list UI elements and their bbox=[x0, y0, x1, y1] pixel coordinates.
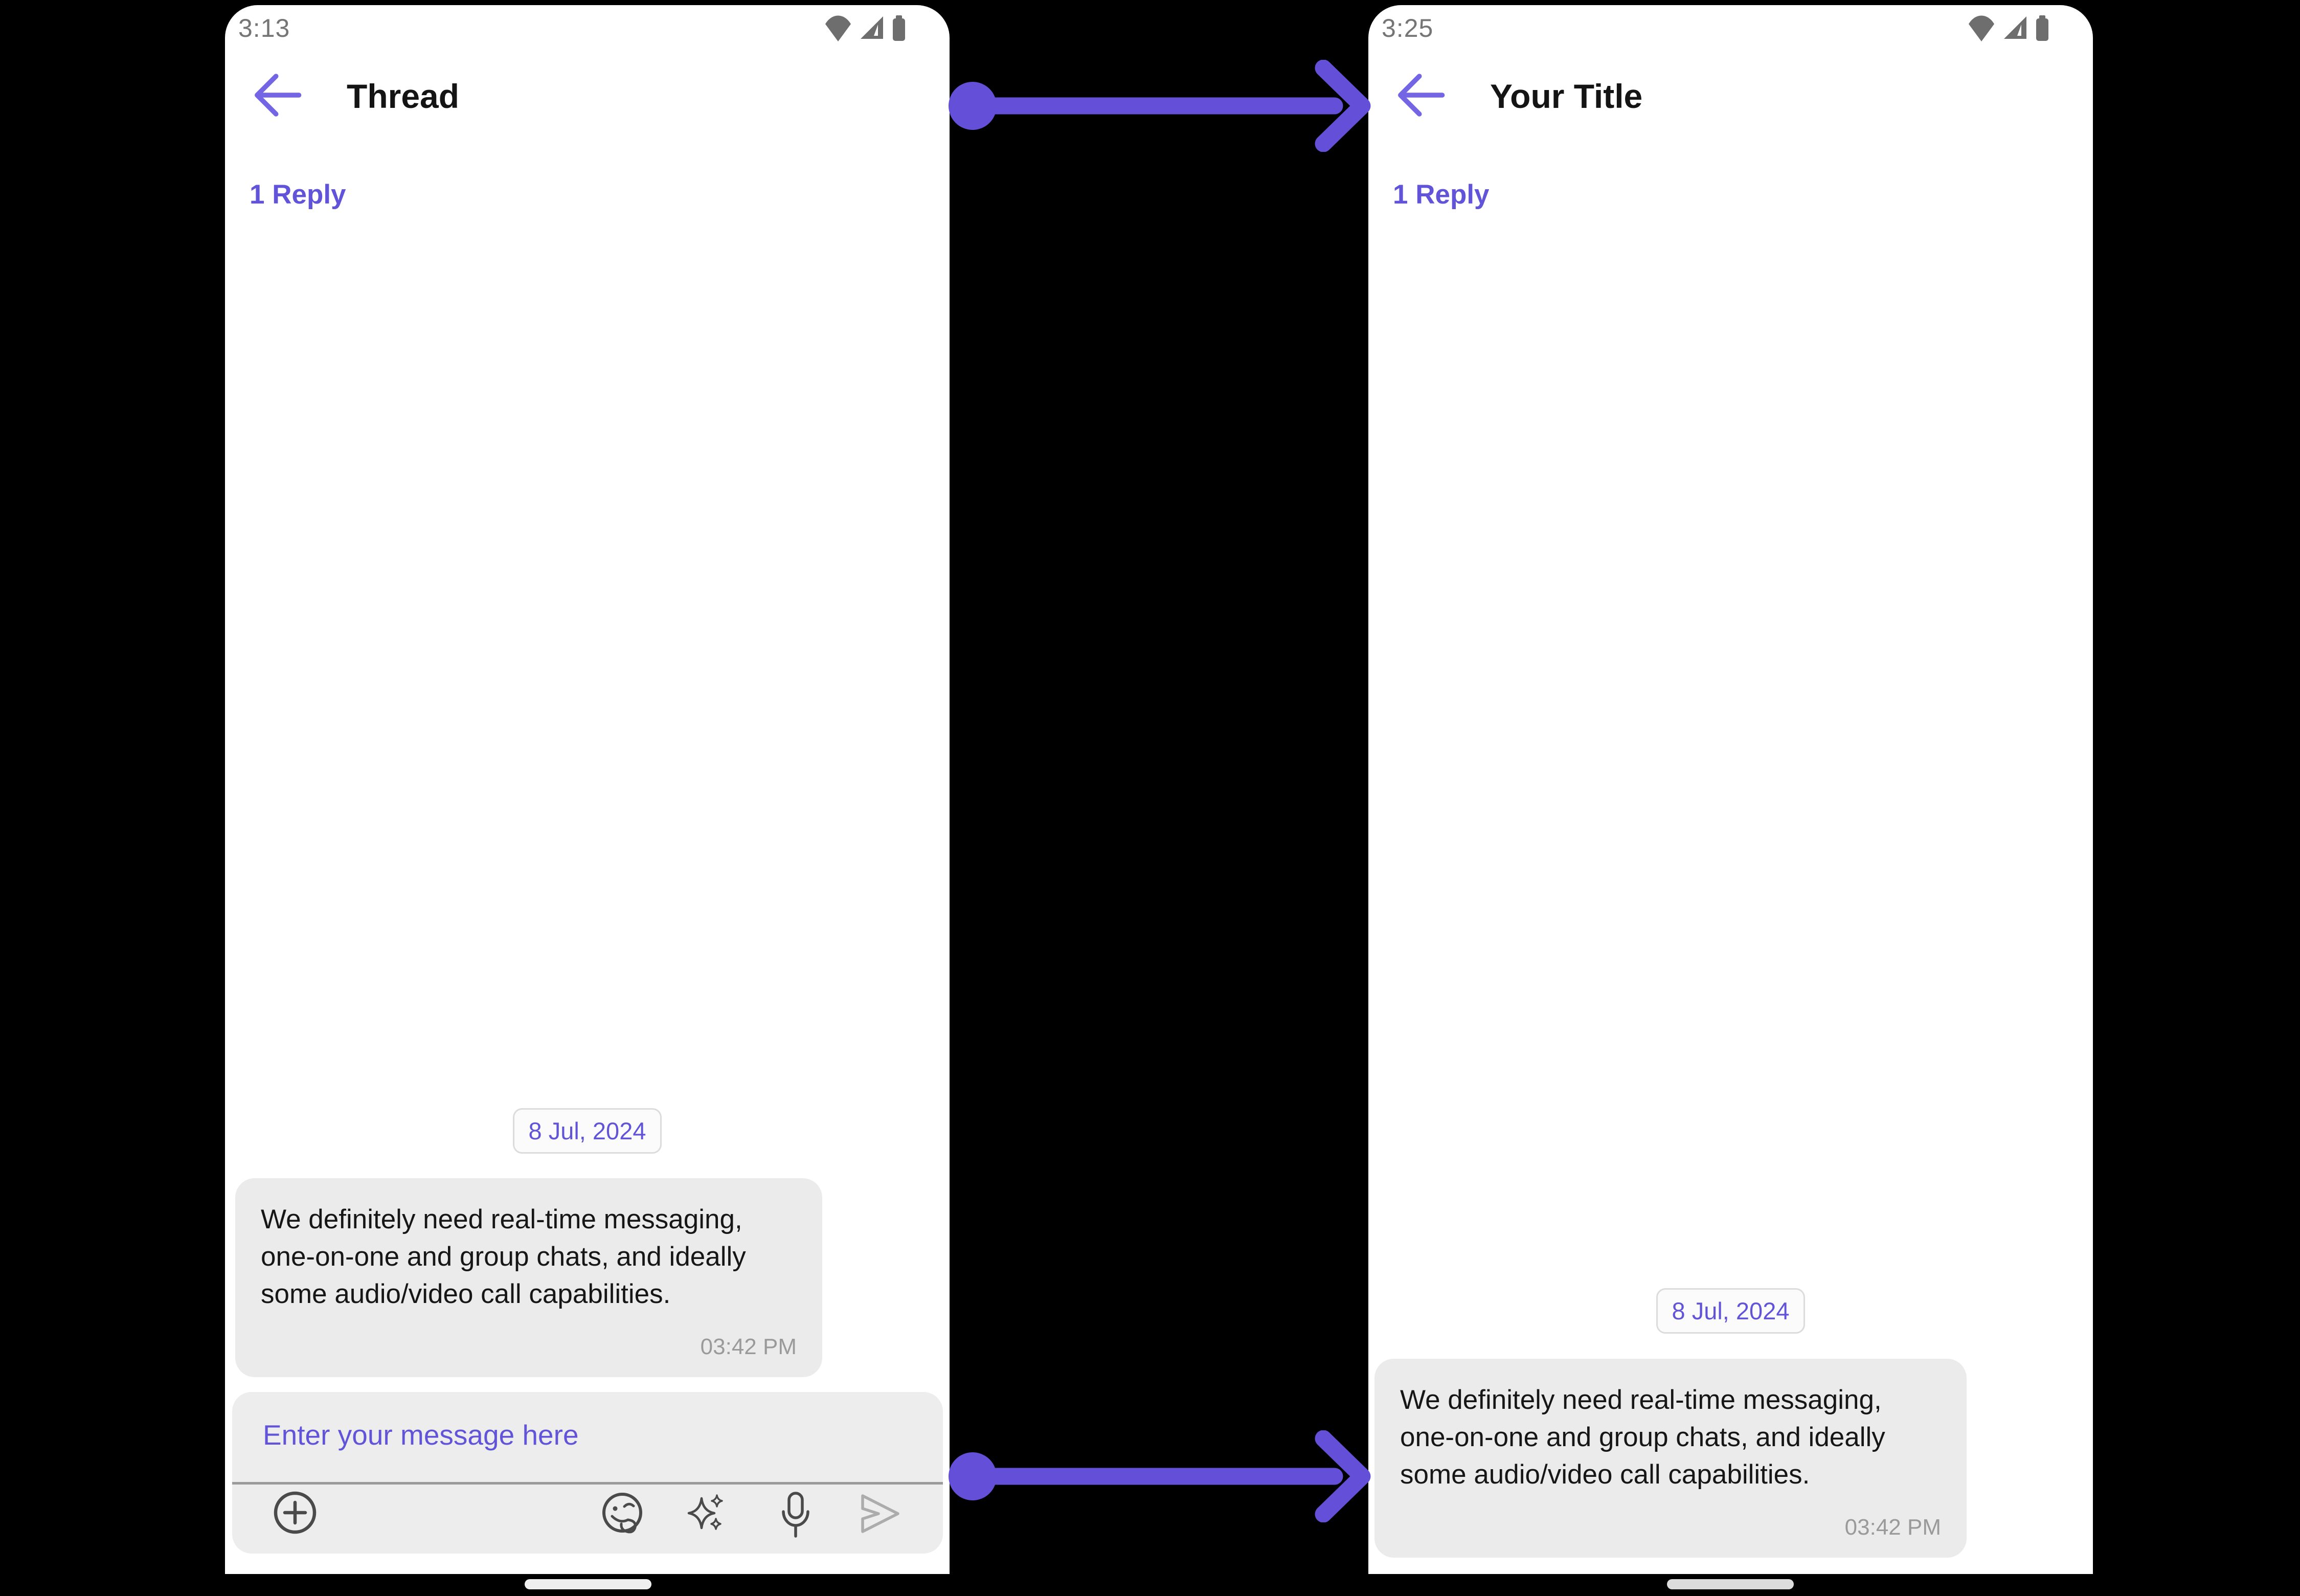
sticker-button[interactable] bbox=[598, 1489, 647, 1538]
transition-arrow-bottom bbox=[947, 1430, 1371, 1522]
date-chip: 8 Jul, 2024 bbox=[1656, 1288, 1806, 1334]
date-chip: 8 Jul, 2024 bbox=[513, 1108, 662, 1154]
transition-arrow-top bbox=[947, 60, 1371, 152]
battery-icon bbox=[891, 15, 907, 41]
phone-screen-before bbox=[225, 5, 950, 1574]
message-timestamp: 03:42 PM bbox=[1844, 1515, 1941, 1540]
wifi-icon bbox=[824, 15, 852, 42]
message-timestamp: 03:42 PM bbox=[700, 1334, 797, 1359]
message-bubble bbox=[1374, 1359, 1967, 1558]
battery-icon bbox=[2035, 15, 2050, 41]
back-button[interactable] bbox=[249, 66, 306, 124]
status-icons bbox=[1967, 15, 2050, 42]
message-bubble bbox=[235, 1178, 822, 1377]
send-icon bbox=[863, 1496, 898, 1532]
arrow-left-icon bbox=[1401, 76, 1442, 114]
message-text: We definitely need real-time messaging, one-on-one and group chats, and ideally some audio/video call capabilities. bbox=[1400, 1385, 1885, 1490]
app-header bbox=[225, 65, 950, 132]
attach-button[interactable] bbox=[270, 1489, 320, 1538]
status-bar bbox=[225, 5, 950, 54]
wifi-icon bbox=[1967, 15, 1996, 42]
voice-record-button[interactable] bbox=[771, 1489, 820, 1538]
mic-icon bbox=[789, 1493, 802, 1518]
home-indicator bbox=[525, 1579, 651, 1589]
send-button[interactable] bbox=[855, 1489, 904, 1538]
status-icons bbox=[824, 15, 907, 42]
page-title: Thread bbox=[347, 77, 460, 115]
page-title: Your Title bbox=[1490, 77, 1643, 115]
ai-suggest-button[interactable] bbox=[682, 1489, 731, 1538]
app-header bbox=[1368, 65, 2093, 132]
status-time: 3:25 bbox=[1382, 14, 1434, 42]
arrow-left-icon bbox=[257, 76, 299, 114]
message-input[interactable]: Enter your message here bbox=[263, 1419, 579, 1451]
back-button[interactable] bbox=[1392, 66, 1449, 124]
cell-signal-icon bbox=[860, 15, 884, 40]
message-text: We definitely need real-time messaging, one-on-one and group chats, and ideally some audio/video call capabilities. bbox=[261, 1204, 746, 1309]
reply-count-link[interactable]: 1 Reply bbox=[250, 179, 346, 210]
cell-signal-icon bbox=[2003, 15, 2027, 40]
composer-divider bbox=[232, 1482, 943, 1485]
status-bar bbox=[1368, 5, 2093, 54]
status-time: 3:13 bbox=[238, 14, 290, 42]
reply-count-link[interactable]: 1 Reply bbox=[1393, 179, 1490, 210]
phone-screen-after bbox=[1368, 5, 2093, 1574]
home-indicator bbox=[1667, 1579, 1794, 1589]
message-composer bbox=[232, 1392, 943, 1554]
